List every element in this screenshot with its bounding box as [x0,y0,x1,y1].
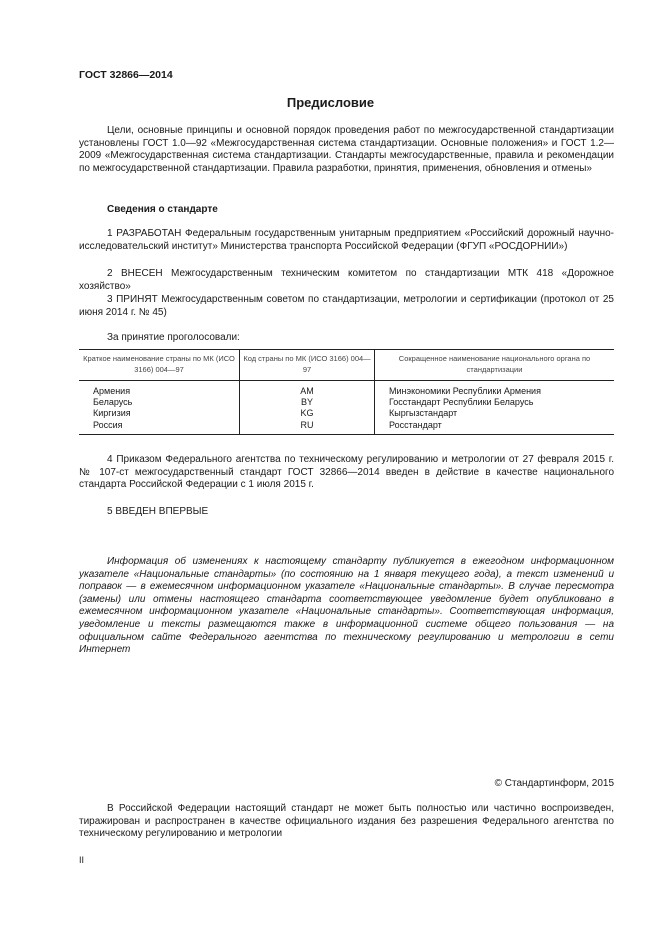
standard-info-heading: Сведения о стандарте [107,204,218,215]
country-code: AM [300,386,314,396]
document-code-header: ГОСТ 32866—2014 [79,69,173,81]
item-submitted: 2 ВНЕСЕН Межгосударственным техническим комитетом по стандартизации МТК 418 «Дорожное хозяйство» [79,268,614,292]
voting-table [79,349,614,435]
header-country-name: Краткое наименование страны по МК (ИСО 3166) 004—97 [79,350,240,381]
country-codes-cell [240,381,375,435]
country-code: BY [300,397,313,408]
page-title: Предисловие [286,95,375,110]
standards-body: Кыргызстандарт [389,408,458,419]
country-name: Киргизия [93,408,131,419]
country-code: KG [300,408,314,419]
item-adopted: 3 ПРИНЯТ Межгосударственным советом по стандартизации, метрологии и сертификации (протокол от 25 июня 2014 г. № 45) [79,294,614,318]
item-order: 4 Приказом Федерального агентства по техническому регулированию и метрологии от 27 февраля 2015 г. № 107-ст межгосударственный стандарт ГОСТ 32866—2014 введен в действие в качестве национального стандарта Российской Федерации с 1 июля 2015 г. [79,454,614,491]
header-standards-body: Сокращенное наименование национального органа по стандартизации [375,350,615,381]
country-code: RU [300,419,314,430]
voted-label: За принятие проголосовали: [107,332,240,343]
item-introduced: 5 ВВЕДЕН ВПЕРВЫЕ [107,506,209,517]
country-name: Россия [93,419,123,430]
standards-body: Минэкономики Республики Армения [389,386,541,396]
intro-paragraph: Цели, основные принципы и основной порядок проведения работ по межгосударственной стандартизации установлены ГОСТ 1.0—92 «Межгосударственная система стандартизации. Основные положения» и ГОСТ 1.2—2009 «Межгосударственная система стандартизации. Стандарты межгосударственные, правила и рекомендации по межгосударственной стандартизации. Правила разработки, принятия, применения, обновления и отмены» [79,125,614,174]
standards-body: Росстандарт [389,419,442,430]
page-number: II [79,855,85,865]
country-name: Беларусь [93,397,133,408]
item-developed: 1 РАЗРАБОТАН Федеральным государственным унитарным предприятием «Российский дорожный научно-исследовательский институт» Министерства транспорта Российской Федерации (ФГУП «РОСДОРНИИ») [79,228,614,252]
table-row [79,381,614,435]
standards-bodies-cell [375,381,615,435]
copyright: © Стандартинформ, 2015 [494,778,614,789]
info-notice: Информация об изменениях к настоящему стандарту публикуется в ежегодном информационном указателе «Национальные стандарты» (по состоянию на 1 января текущего года), а текст изменений и поправок — в ежемесячном информационном указателе «Национальные стандарты». В случае пересмотра (замены) или отмены настоящего стандарта соответствующее уведомление будет опубликовано в ежемесячном информационном указателе «Национальные стандарты». Соответствующая информация, уведомление и тексты размещаются также в информационной системе общего пользования — на официальном сайте Федерального агентства по техническому регулированию и метрологии в сети Интернет [79,556,614,656]
country-name: Армения [93,386,131,396]
header-country-code: Код страны по МК (ИСО 3166) 004—97 [240,350,375,381]
reproduction-notice: В Российской Федерации настоящий стандарт не может быть полностью или частично воспроизведен, тиражирован и распространен в качестве официального издания без разрешения Федерального агентства по техническому регулированию и метрологии [79,803,614,840]
standards-body: Госстандарт Республики Беларусь [389,397,534,408]
country-names-cell [79,381,240,435]
table-header-row [79,350,614,381]
